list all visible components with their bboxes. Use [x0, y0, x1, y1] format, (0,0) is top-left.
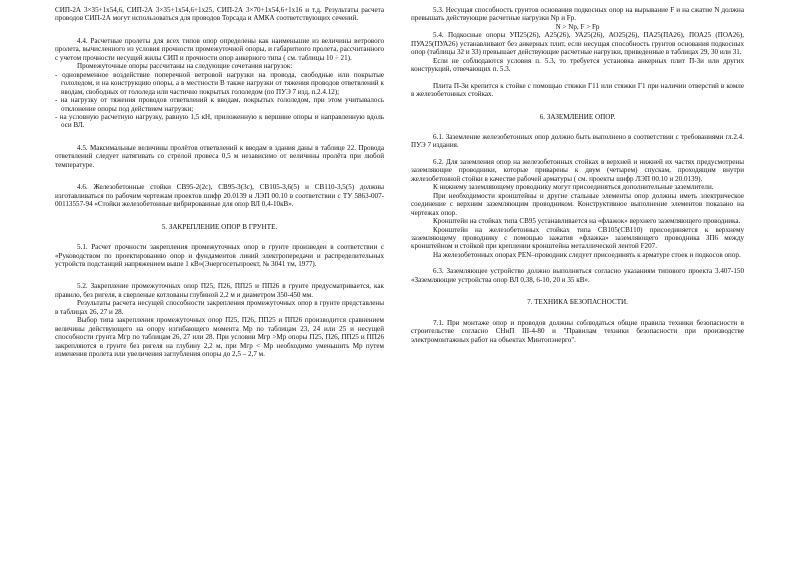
paragraph-5-2: 5.2. Закрепление промежуточных опор П25, П26, ПП25 и ПП26 в грунте предусматривается, как правило, без ригеля, в сверленые котлованы глубиной 2,2 м и диаметром 350-450 мм. — [55, 282, 384, 299]
paragraph-6-3: 6.3. Заземляющее устройство должно выполняться согласно указаниям типового проекта 3.407-150 «Заземляющие устройства опор ВЛ 0,38, 6-10, 20 и 35 кВ». — [411, 267, 744, 284]
paragraph-4-6: 4.6. Железобетонные стойки СВ95-2(2с), СВ95-3(3с), СВ105-3,6(5) и СВ110-3,5(5) должны изготавливаться по рабочим чертежам проектов шифр 20.0139 и ЛЭП 00.10 в соответствии с ТУ 5863-007-00113557-94 «Стойки железобетонные вибрированные для опор ВЛ 0,4-10кВ». — [55, 183, 384, 209]
paragraph-sv105-bracket: Кронштейн на железобетонных стойках типа СВ105(СВ110) присоединяется к верхнему заземляющему проводнику с помощью зажатия «флажка» заземляющего проводника ЗП6 между кронштейном и стойкой при креплении кронштейна металлической лентой F207. — [411, 225, 744, 251]
paragraph-cable-types: СИП-2А 3×35+1х54,6, СИП-2А 3×35+1х54,6+1х25, СИП-2А 3×70+1х54,6+1х16 и т.д. Результаты расчета проводов СИП-2А могут использоваться для проводов Торсада и АМКА соответствующих сечений. — [55, 6, 384, 23]
list-item-tension-load: - на нагрузку от тяжения проводов ответвлений к вводам, покрытых гололедом, при этом учитывалось отклонение опоры под действием нагрузки; — [55, 96, 384, 113]
paragraph-results: Результаты расчета несущей способности закрепления промежуточных опор в грунте представлены в таблицах 26, 27 и 28. — [55, 299, 384, 316]
paragraph-4-4: 4.4. Расчетные пролеты для всех типов опор определены как наименьшие из величины ветрового пролета, вычисленного из условия прочности промежуточной опоры, и габаритного пролета, рассчитанного с учетом прочности несущей жилы СИП и прочности опор анкерного типа ( см. таблицы 10 ÷ 21). — [55, 36, 384, 62]
paragraph-5-3: 5.3. Несущая способность грунтов основания подкосных опор на вырывание F и на сжатие N должна превышать действующие расчетные нагрузки Np и Fp. — [411, 6, 744, 23]
paragraph-load-combinations: Промежуточные опоры рассчитаны на следующие сочетания нагрузок: — [77, 62, 293, 71]
paragraph-7-1: 7.1. При монтаже опор и проводов должны соблюдаться общие правила техники безопасности в строительстве согласно СНиП III-4-80 и "Правилам техники безопасности при производстве электромонтажных работ на объектах Минтопэнерго". — [411, 318, 744, 344]
section-heading-5: 5. ЗАКРЕПЛЕНИЕ ОПОР В ГРУНТЕ. — [161, 222, 278, 231]
left-column — [55, 0, 384, 359]
paragraph-plate-mount: Плита П-3и крепится к стойке с помощью стяжки Г11 или стяжки Г1 при наличии отверстий в комле в железобетонных стойках. — [411, 81, 744, 99]
paragraph-pen-conductor: На железобетонных опорах PEN–проводник следует присоединять к арматуре стоек и подкосов опор. — [433, 250, 741, 259]
paragraph-selection: Выбор типа закрепления промежуточных опор П25, П26, ПП25 и ПП26 производится сравнением величины действующего на опору изгибающего момента Мр по таблицам 23, 24 или 25 и несущей способности грунта Мгр по таблицам 26, 27 или 28. При условии Мгр >Мр опоры П25, П26, ПП25 и ПП26 закрепляются в грунте без ригеля на глубину 2,2 м, при Мгр < Мр необходимо уменьшить Мр путем изменения пролета или увеличения заглубления опоры до 2,5 – 2,7 м. — [55, 316, 384, 359]
paragraph-5-4: 5.4. Подкосные опоры УП25(26), А25(26), УА25(26), АО25(26), ПА25(ПА26), ПОА25 (ПОА26), ПУА25(ПУА26) устанавливают без анкерных плит, если несущая способность грунтов основания подкосных опор (таблицы 32 и 33) превышает действующие расчетные нагрузки, приведенные в таблицах 29, 30 или 31. — [411, 31, 744, 57]
paragraph-brackets: При необходимости кронштейны и другие стальные элементы опор должны иметь электрическое соединение с верхним заземляющим проводником. Конструктивное выполнение элементов показано на чертежах опор. — [411, 191, 744, 217]
paragraph-lower-conductor: К нижнему заземляющему проводнику могут присоединяться дополнительные заземлители. — [433, 183, 714, 192]
list-item-conditional-load: - на условную расчетную нагрузку, равную 1,5 кН, приложенную к вершине опоры и направленную вдоль оси ВЛ. — [55, 112, 384, 130]
right-column — [411, 0, 744, 344]
section-heading-7: 7. ТЕХНИКА БЕЗОПАСНОСТИ. — [527, 298, 628, 307]
list-item-wind-load: - одновременное воздействие поперечной ветровой нагрузки на провода, свободные или покрытые гололедом, и на конструкцию опоры, а в местности В также нагрузки от тяжения проводов ответвлений к вводам, свободных от гололеда или частично покрытых гололедом (по ПУЭ 7 изд, п.2.4.12); — [55, 70, 384, 96]
section-heading-6: 6. ЗАЗЕМЛЕНИЕ ОПОР. — [539, 112, 616, 121]
paragraph-4-5: 4.5. Максимальные величины пролётов ответвлений к вводам в здания даны в таблице 22. Провода ответвлений следует натягивать со стрелой провеса 0,5 м независимо от величины пролёта при любой температуре. — [55, 143, 384, 169]
paragraph-sv95-bracket: Кронштейн на стойках типа СВ95 устанавливается на «флажок» верхнего заземляющего проводника. — [433, 217, 741, 226]
paragraph-6-2: 6.2. Для заземления опор на железобетонных стойках в верхней и нижней их частях предусмотрены заземляющие проводники, которые приварены к двум (четырем) спускам, проходящим внутри железобетонной стойки в качестве рабочей арматуры ( см. проекты шифр ЛЭП 00.10 и 20.0139). — [411, 157, 744, 183]
paragraph-5-1: 5.1. Расчет прочности закрепления промежуточных опор в грунте произведен в соответствии с «Руководством по проектированию опор и фундаментов линий электропередачи и распределительных устройств подстанций напряжением выше 1 кВ»(Энергосетьпроект, № 3041 тм, 1977). — [55, 243, 384, 268]
paragraph-6-1: 6.1. Заземление железобетонных опор должно быть выполнено в соответствии с требованиями гл.2.4. ПУЭ 7 издания. — [411, 132, 744, 150]
paragraph-anchor-plates: Если не соблюдаются условия п. 5.3, то требуется установка анкерных плит П-3и или других конструкций, отвечающих п. 5.3. — [411, 56, 744, 74]
formula: N > Np, F > Fp — [555, 22, 600, 31]
